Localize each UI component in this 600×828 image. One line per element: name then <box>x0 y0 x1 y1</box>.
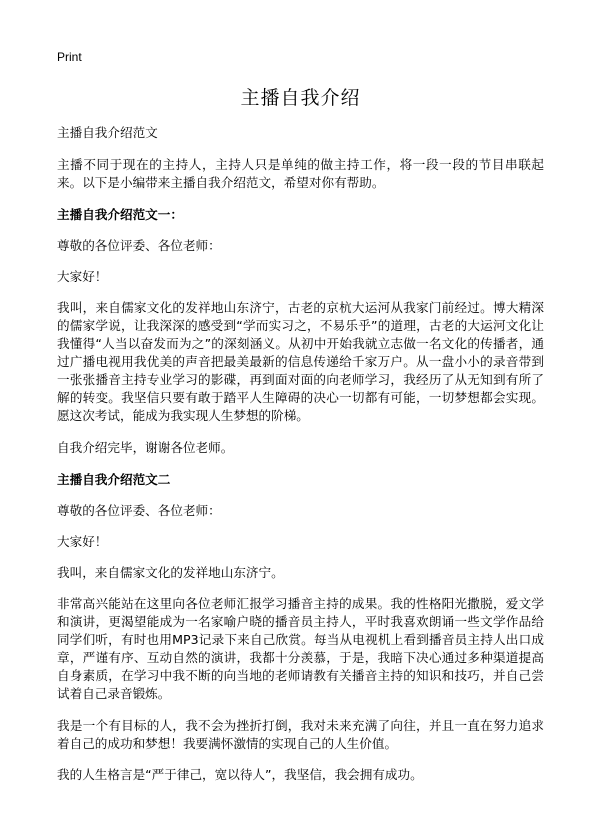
closing-paragraph: 自我介绍完毕，谢谢各位老师。 <box>57 440 234 455</box>
greeting-paragraph: 大家好！ <box>57 534 108 549</box>
name-paragraph: 我叫，来自儒家文化的发祥地山东济宁。 <box>57 565 284 580</box>
motto-paragraph: 我的人生格言是“严于律己，宽以待人”，我坚信，我会拥有成功。 <box>57 767 423 782</box>
salutation-paragraph: 尊敬的各位评委、各位老师： <box>57 238 221 253</box>
salutation-paragraph: 尊敬的各位评委、各位老师： <box>57 503 221 518</box>
intro-paragraph: 主播不同于现在的主持人，主持人只是单纯的做主持工作，将一段一段的节目串联起来。以下是小编带来主播自我介绍范文，希望对你有帮助。 <box>57 157 544 190</box>
page-title: 主播自我介绍 <box>240 87 361 109</box>
body-paragraph: 我叫，来自儒家文化的发祥地山东济宁，古老的京杭大运河从我家门前经过。博大精深的儒家学说，让我深深的感受到“学而实习之，不易乐乎”的道理，古老的大运河文化让我懂得“人当以奋发而为之”的深刻涵义。从初中开始我就立志做一名文化的传播者，通过广播电视用我优美的声音把最美最新的信息传递给千家万户。从一盘小小的录音带到一张张播音主持专业学习的影碟，再到面对面的向老师学习，我经历了从无知到有所了解的转变。我坚信只要有敢于踏平人生障碍的决心一切都有可能，一切梦想都会实现。愿这次考试，能成为我实现人生梦想的阶梯。 <box>57 300 544 423</box>
subtitle-paragraph: 主播自我介绍范文 <box>57 125 158 140</box>
body-paragraph: 非常高兴能站在这里向各位老师汇报学习播音主持的成果。我的性格阳光撒脱，爱文学和演讲，更渴望能成为一名家喻户晓的播音员主持人，平时我喜欢朗诵一些文学作品给同学们听，有时也用MP3记录下来自己欣赏。每当从电视机上看到播音员主持人出口成章，严谨有序、互动自然的演讲，我都十分羡慕，于是，我暗下决心通过多种渠道提高自身素质，在学习中我不断的向当地的老师请教有关播音主持的知识和技巧，并自己尝试着自己录音锻炼。 <box>57 596 544 701</box>
print-link[interactable]: Print <box>57 50 82 64</box>
section-heading-one: 主播自我介绍范文一： <box>57 207 183 222</box>
goal-paragraph: 我是一个有目标的人，我不会为挫折打倒，我对未来充满了向往，并且一直在努力追求着自己的成功和梦想！我要满怀激情的实现自己的人生价值。 <box>57 718 544 751</box>
greeting-paragraph: 大家好！ <box>57 269 108 284</box>
section-heading-two: 主播自我介绍范文二 <box>57 472 171 487</box>
